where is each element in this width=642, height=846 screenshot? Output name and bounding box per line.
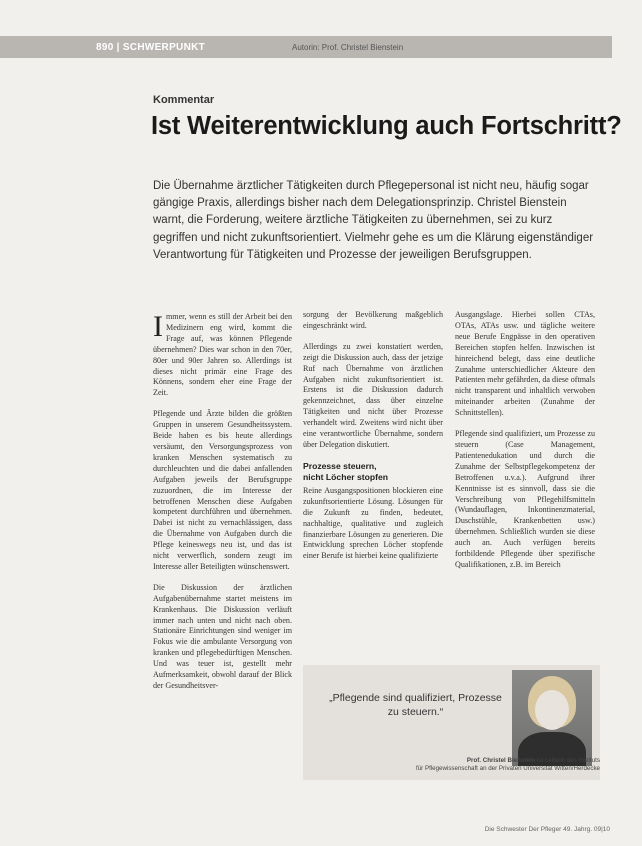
caption-name: Prof. Christel Bienstein <box>466 757 536 764</box>
subheading-line-2: nicht Löcher stopfen <box>303 471 388 482</box>
caption-line-2: für Pflegewissenschaft an der Privaten Universität Witten/Herdecke <box>416 765 600 772</box>
author-photo <box>512 670 592 766</box>
paragraph: Pflegende und Ärzte bilden die größten Gruppen in unserem Gesundheitssystem. Beide haben es bis heute allerdings versäumt, den Versorgungsprozess von kranken Menschen systematisch zu durchleuchten und die dabei anfallenden Aufgaben jeweils der Berufsgruppe zuzuordnen, die im Interesse der betroffenen Menschen diese Aufgaben kompetent durchführen und übernehmen. Dabei ist nicht zu vernachlässigen, dass die Übernahme von Aufgaben durch die Pflege keineswegs neu ist, und das ist nicht verwerflich, sondern zeugt im Interesse aller Beteiligten wünschenswert. <box>153 409 292 571</box>
subheading-line-1: Prozesse steuern, <box>303 460 377 471</box>
pull-quote: „Pflegende sind qualifiziert, Prozesse zu steuern.“ <box>329 692 502 718</box>
column-1 <box>153 312 292 702</box>
paragraph: Allerdings zu zwei konstatiert werden, zeigt die Diskussion auch, dass der jetzige Ruf nach Übernahme von ärztlichen Aufgaben nicht zukunftsorientiert ist. Erstens ist die Diskussion dadurch gekennzeichnet, dass über einzelne Tätigkeiten und nicht über Prozesse verhandelt wird. Zweitens wird nicht über eine verantwortliche Übernahme, sondern über Delegation diskutiert. <box>303 341 443 449</box>
header-bar <box>0 36 612 58</box>
author-line: Autorin: Prof. Christel Bienstein <box>292 42 404 52</box>
drop-cap: I <box>153 310 163 343</box>
caption-role: ist Leiterin des Instituts <box>537 757 600 764</box>
photo-face <box>535 690 569 730</box>
paragraph: sorgung der Bevölkerung maßgeblich eingeschränkt wird. <box>303 310 443 330</box>
paragraph: Die Diskussion der ärztlichen Aufgabenübernahme startet meistens im Krankenhaus. Die Diskussion verläuft immer nach unten und nicht nach oben. Stationäre Einrichtungen sind weniger im Fokus wie die ambulante Versorgung von kranken und pflegebedürftigen Menschen. Und was teuer ist, gestellt mehr Aufmerksamkeit, obwohl darauf der Blick der Gesundheitsver- <box>153 582 292 690</box>
subheading <box>303 461 443 483</box>
headline: Ist Weiterentwicklung auch Fortschritt? <box>151 112 622 140</box>
photo-caption <box>312 757 600 773</box>
lead-paragraph: Die Übernahme ärztlicher Tätigkeiten durch Pflegepersonal ist nicht neu, häufig sogar gängige Praxis, allerdings bisher nach dem Delegationsprinzip. Christel Bienstein warnt, die Forderung, weitere ärztliche Tätigkeiten zu übernehmen, sei zu kurz gegriffen und nicht zukunftsorientiert. Vielmehr gehe es um die Klärung eigenständiger Verantwortung für Tätigkeiten und Prozesse der jeweiligen Berufsgruppen. <box>153 180 594 261</box>
page-footer: Die Schwester Der Pfleger 49. Jahrg. 09|10 <box>484 826 610 833</box>
paragraph: Pflegende sind qualifiziert, um Prozesse zu steuern (Case Management, Patientenedukation und durch die Zunahme der Selbstpflegekompetenz der Betroffenen u.v.a.). Aufgrund ihrer Kenntnisse ist es sinnvoll, dass sie die Verschreibung von Pflegehilfsmitteln (Wundauflagen, Inkontinenzmaterial, Duschstühle, Krankenbetten usw.) übernehmen. Schließlich wurden sie diese auch an. Auch verfügen bereits fortbildende Pflegende über spezifische Qualifikationen, z.B. im Bereich <box>455 429 595 569</box>
section-label: 890 | SCHWERPUNKT <box>96 41 206 53</box>
column-2 <box>303 310 443 572</box>
paragraph: Ausgangslage. Hierbei sollen CTAs, OTAs, ATAs usw. und tägliche weitere neue Berufe Engpässe in den operativen Bereichen stopfen helfen. Inzwischen ist hinreichend belegt, dass eine deutliche Zunahme unterschiedlicher Akteure den Patienten mehr gefährden, da diese oftmals nicht transparent und inhaltlich verwoben miteinander arbeiten (Zunahme der Schnittstellen). <box>455 310 595 418</box>
kicker: Kommentar <box>153 94 215 106</box>
column-3 <box>455 310 595 581</box>
paragraph: Reine Ausgangspositionen blockieren eine zukunftsorientierte Lösung. Lösungen für die Zukunft zu finden, bedeutet, nachhaltige, qualitative und zugleich finanzierbare Lösungen zu generieren. Die Entwicklung sprechen Löcher stopfende einer Berufe ist hierbei keine qualifizierte <box>303 485 443 561</box>
paragraph-text: mmer, wenn es still der Arbeit bei den Medizinern eng wird, kommt die Frage auf, was können Pflegende übernehmen? Dies war schon in den 70er, 80er und 90er Jahren so. Allerdings ist dieses nicht primär eine Frage des Könnens, sondern eher eine Frage der Zeit. <box>153 312 292 398</box>
paragraph <box>153 312 292 399</box>
